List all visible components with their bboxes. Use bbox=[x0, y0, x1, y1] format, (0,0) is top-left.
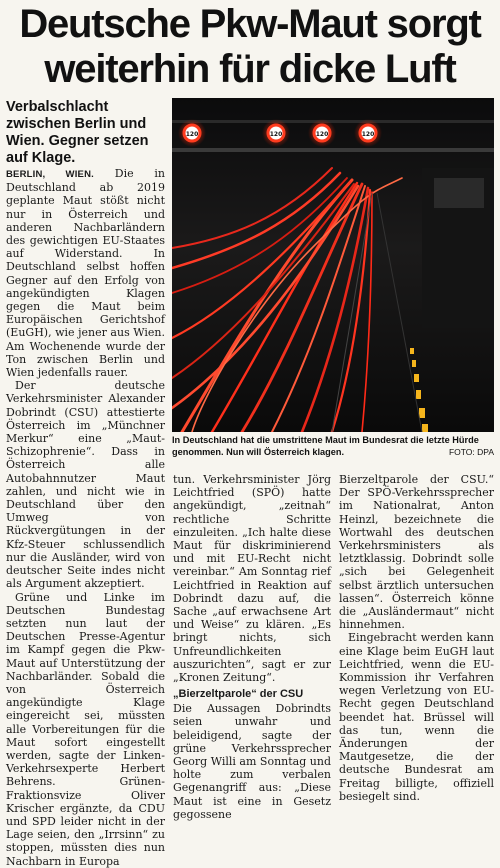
paragraph-dobrindt: Der deutsche Verkehrsminister Alexander Dobrindt (CSU) attestierte Österreich im „Münchner Merkur“ eine „Maut-Schizophrenie“. Dass in Österreich alle Autobahnnutzer Maut zahlen, und nicht wie in Deutschland über den Umweg von Rückvergütungen in der Kfz-Steuer schlussendlich nur die Ausländer, wird von deutscher Seite indes nicht als Argument akzeptiert. bbox=[6, 379, 165, 591]
svg-text:120: 120 bbox=[361, 131, 375, 138]
column-3 bbox=[339, 473, 494, 803]
paragraph-leichtfried: tun. Verkehrsminister Jörg Leichtfried (SPÖ) hatte angekündigt, „zeitnah“ rechtliche Schritte einzuleiten. „Ich halte diese Maut für diskriminierend und mit EU-Recht nicht vereinbar.“ Am Sonntag rief Leichtfried in Reaktion auf Dobrindt dazu auf, die Sache „auf erwachsene Art und Weise“ zu klären. „Es bringt nichts, sich Unfreundlichkeiten auszurichten“, sagt er zur „Kronen Zeitung“. bbox=[173, 473, 331, 685]
speed-sign-icon bbox=[308, 119, 336, 147]
photo-credit: FOTO: DPA bbox=[448, 447, 494, 457]
article-subhead: Verbalschlacht zwischen Berlin und Wien. Gegner setzen auf Klage. bbox=[6, 99, 149, 166]
paragraph-gruene-linke: Grüne und Linke im Deutschen Bundestag setzten nun laut der Deutschen Presse-Agentur im Kampf gegen die Pkw-Maut auf Unterstützung der Nachbarländer. Sobald die von Österreich angekündigte Klage eingereicht sei, müssten alle Vorbereitungen für die Maut sofort eingestellt werden, sagte der Linken-Verkehrsexperte Herbert Behrens. Grünen-Fraktionsvize Oliver Krischer ergänzte, da CDU und SPD leider nicht in der Lage seien, den „Irrsinn“ zu stoppen, müssten dies nun Nachbarn in Europa bbox=[6, 590, 165, 868]
svg-text:120: 120 bbox=[315, 131, 329, 138]
column-1-top bbox=[6, 167, 165, 868]
article-headline: Deutsche Pkw-Maut sorgt weiterhin für dicke Luft bbox=[19, 2, 481, 91]
svg-text:120: 120 bbox=[269, 131, 283, 138]
article-photo bbox=[172, 98, 494, 432]
dateline: BERLIN, WIEN. bbox=[6, 169, 94, 180]
speed-sign-icon bbox=[354, 119, 382, 147]
svg-text:120: 120 bbox=[185, 131, 199, 138]
paragraph-heinzl: Bierzeltparole der CSU.“ Der SPÖ-Verkehrssprecher im Nationalrat, Anton Heinzl, bezeichnete die Wortwahl des deutschen Verkehrsministers als letztklassig. Dobrindt solle „sich bei Gelegenheit selbst ärztlich untersuchen lassen“. Österreich könne die „Ausländermaut“ nicht hinnehmen. bbox=[339, 473, 494, 632]
section-heading: „Bierzeltparole“ der CSU bbox=[173, 688, 304, 701]
caption-text: In Deutschland hat die umstrittene Maut im Bundesrat die letzte Hürde genommen. Nun will Österreich klagen. bbox=[172, 435, 479, 457]
paragraph-intro-text: Die in Deutschland ab 2019 geplante Maut stößt nicht nur in Österreich und anderen Nachbarländern des gewichtigen EU-Staates auf Widerstand. In Deutschland selbst hoffen Gegner auf den Erfolg von angekündigten Klagen gegen die Maut beim Europäischen Gerichtshof (EuGH), wie jener aus Wien. Am Wochenende wurde der Ton zwischen Berlin und Wien jedenfalls rauer. bbox=[6, 167, 165, 380]
highway-night-photo bbox=[172, 98, 494, 432]
speed-sign-icon bbox=[178, 119, 206, 147]
paragraph-intro bbox=[6, 167, 165, 379]
paragraph-eugh: Eingebracht werden kann eine Klage beim EuGH laut Leichtfried, wenn die EU-Kommission ihr Verfahren wegen Verletzung von EU-Recht gegen Deutschland beendet hat. Brüssel will das tun, wenn die Änderungen der Mautgesetze, die der deutsche Bundesrat am Freitag billigte, offiziell besiegelt sind. bbox=[339, 631, 494, 803]
speed-sign-icon bbox=[262, 119, 290, 147]
photo-caption bbox=[172, 434, 494, 458]
column-2 bbox=[173, 473, 331, 821]
paragraph-willi: Die Aussagen Dobrindts seien unwahr und beleidigend, sagte der grüne Verkehrssprecher Georg Willi am Sonntag und holte zum verbalen Gegenangriff aus: „Diese Maut ist eine in Gesetz gegossene bbox=[173, 702, 331, 821]
